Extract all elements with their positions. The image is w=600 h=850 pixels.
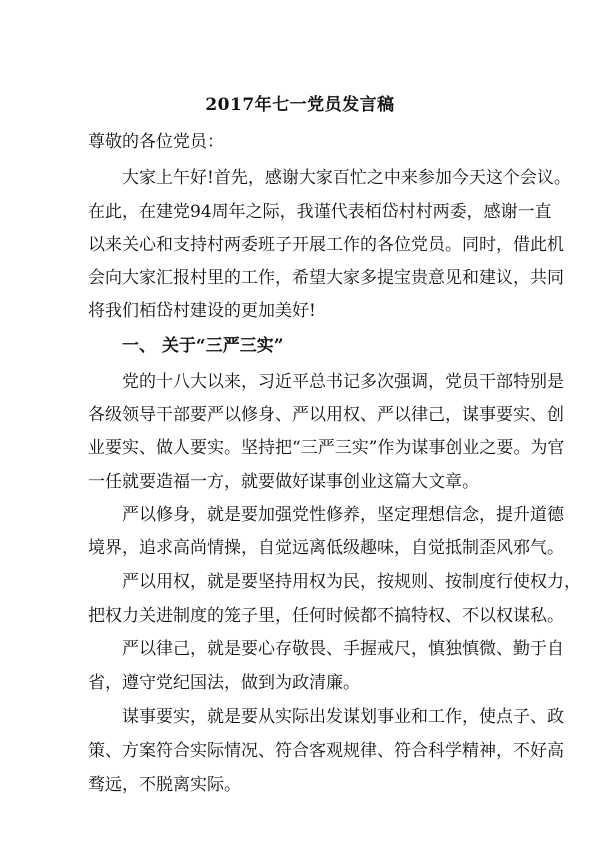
paragraph-5-line-1: 严以律己，就是要心存敬畏、手握戒尺，慎独慎微、勤于自 (122, 639, 564, 659)
paragraph-6-line-3: 骛远，不脱离实际。 (88, 775, 241, 795)
paragraph-6-line-1: 谋事要实，就是要从实际出发谋划事业和工作，使点子、政 (122, 707, 564, 727)
paragraph-4-line-2: 把权力关进制度的笼子里，任何时候都不搞特权、不以权谋私。 (88, 606, 564, 626)
paragraph-1-line-5: 将我们栢岱村建设的更加美好! (88, 301, 316, 321)
paragraph-1-line-1: 大家上午好!首先，感谢大家百忙之中来参加今天这个会议。 (122, 168, 571, 188)
paragraph-2-line-1: 党的十八大以来，习近平总书记多次强调，党员干部特别是 (122, 372, 564, 392)
paragraph-4-line-1: 严以用权，就是要坚持用权为民，按规则、按制度行使权力， (122, 572, 581, 592)
paragraph-1-line-3: 以来关心和支持村两委班子开展工作的各位党员。同时，借此机 (88, 235, 564, 255)
paragraph-2-line-3: 业要实、做人要实。坚持把“三严三实”作为谋事创业之要。为官 (88, 438, 565, 458)
paragraph-6-line-2: 策、方案符合实际情况、符合客观规律、符合科学精神，不好高 (88, 741, 564, 761)
paragraph-3-line-1: 严以修身，就是要加强党性修养，坚定理想信念，提升道德 (122, 505, 564, 525)
paragraph-5-line-2: 省，遵守党纪国法，做到为政清廉。 (88, 673, 360, 693)
section-heading: 一、 关于“三严三实” (122, 336, 284, 356)
paragraph-3-line-2: 境界，追求高尚情操，自觉远离低级趣味，自觉抵制歪风邪气。 (88, 538, 564, 558)
document-title: 2017年七一党员发言稿 (205, 95, 395, 115)
paragraph-2-line-2: 各级领导干部要严以修身、严以用权、严以律己，谋事要实、创 (88, 405, 564, 425)
paragraph-1-line-2: 在此，在建党94周年之际，我谨代表栢岱村村两委，感谢一直 (88, 202, 552, 222)
salutation: 尊敬的各位党员： (88, 132, 224, 152)
paragraph-2-line-4: 一任就要造福一方，就要做好谋事创业这篇大文章。 (88, 472, 479, 492)
paragraph-1-line-4: 会向大家汇报村里的工作，希望大家多提宝贵意见和建议，共同 (88, 268, 564, 288)
